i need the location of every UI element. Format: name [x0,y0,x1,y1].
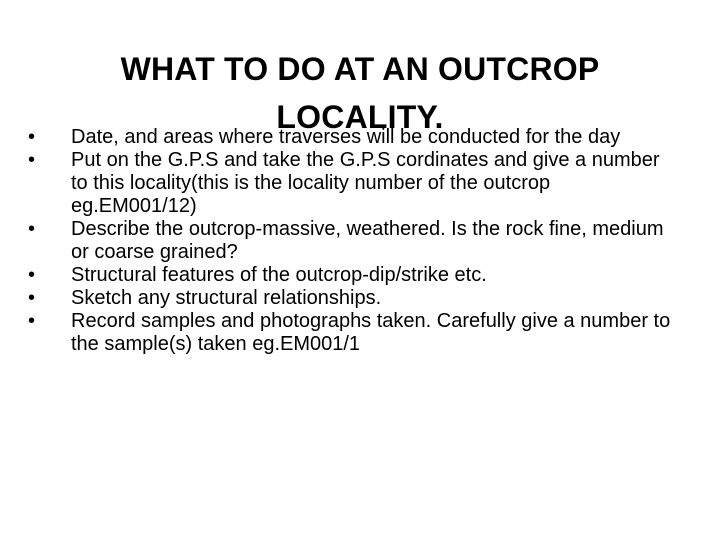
slide-title-line-2: LOCALITY. [276,99,444,136]
bullet-text: Date, and areas where traverses will be conducted for the day [71,126,621,148]
bullet-item-record [28,310,678,356]
bullet-item-sketch [28,287,678,310]
bullet-text: Put on the G.P.S and take the G.P.S cordinates and give a number to this locality(this is the locality number of the outcrop eg.EM001/12) [71,149,660,217]
bullet-text: Describe the outcrop-massive, weathered. Is the rock fine, medium or coarse grained? [71,218,664,263]
slide-title-line-1: WHAT TO DO AT AN OUTCROP [120,51,600,88]
bullet-item-gps [28,149,678,218]
bullet-icon: • [28,218,36,240]
bullet-icon: • [28,310,36,332]
bullet-text: Structural features of the outcrop-dip/strike etc. [71,264,487,286]
bullet-item-structural [28,264,678,287]
bullet-icon: • [28,264,36,286]
bullet-item-date [28,126,678,149]
bullet-icon: • [28,126,36,148]
bullet-text: Sketch any structural relationships. [71,287,382,309]
bullet-list [28,126,678,356]
bullet-icon: • [28,287,36,309]
bullet-icon: • [28,149,36,171]
bullet-text: Record samples and photographs taken. Carefully give a number to the sample(s) taken eg.EM001/1 [71,310,671,355]
bullet-item-describe [28,218,678,264]
